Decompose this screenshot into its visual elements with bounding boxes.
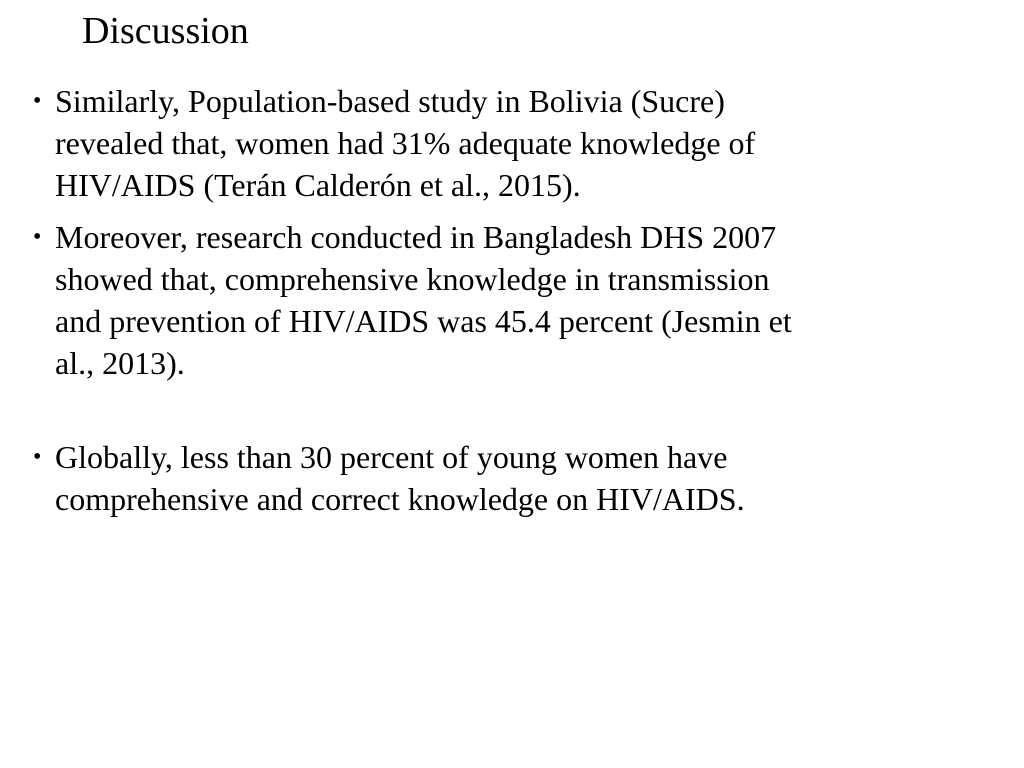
slide-title: Discussion [82, 10, 249, 52]
bullet-text-line: al., 2013). [55, 345, 185, 381]
bullet-text-line: Globally, less than 30 percent of young women have [55, 439, 728, 475]
bullet-text-line: comprehensive and correct knowledge on HIV/AIDS. [55, 481, 745, 517]
bullet-text-line: and prevention of HIV/AIDS was 45.4 percent (Jesmin et [55, 303, 792, 339]
bullet-icon: • [33, 444, 42, 470]
bullet-text-line: HIV/AIDS (Terán Calderón et al., 2015). [55, 167, 581, 203]
bullet-list [30, 80, 990, 520]
bullet-item [30, 436, 990, 520]
bullet-item [30, 80, 990, 206]
bullet-icon: • [33, 88, 42, 114]
bullet-text-line: Moreover, research conducted in Bangladesh DHS 2007 [55, 219, 777, 255]
bullet-text-line: revealed that, women had 31% adequate knowledge of [55, 125, 756, 161]
bullet-icon: • [33, 224, 42, 250]
bullet-item [30, 216, 990, 384]
bullet-text-line: showed that, comprehensive knowledge in transmission [55, 261, 770, 297]
bullet-text-line: Similarly, Population-based study in Bolivia (Sucre) [55, 83, 725, 119]
